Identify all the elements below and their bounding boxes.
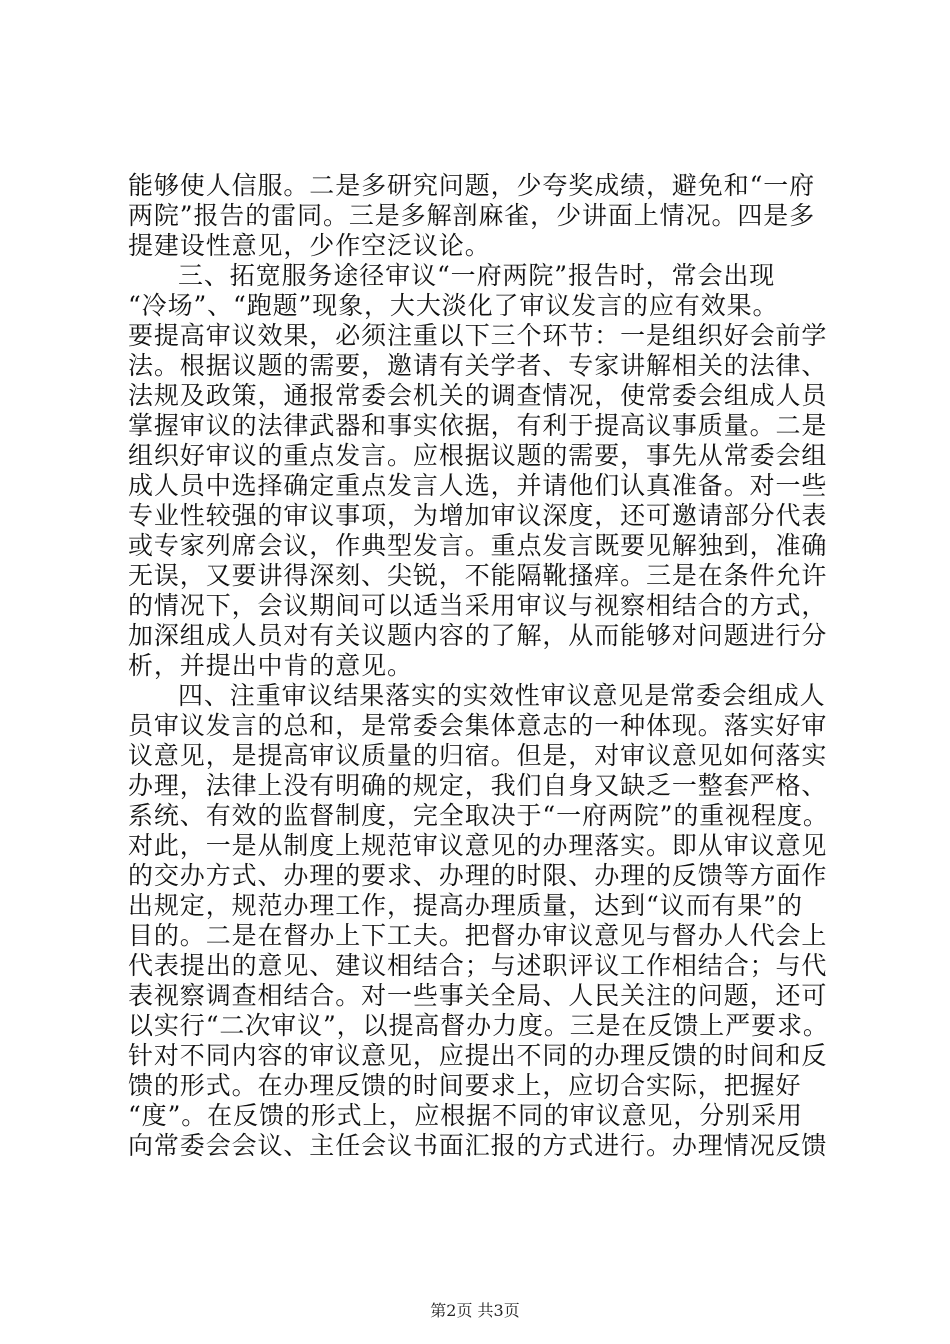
text-line: 的交办方式、办理的要求、办理的时限、办理的反馈等方面作	[128, 861, 828, 890]
text-line: “冷场”、“跑题”现象，大大淡化了审议发言的应有效果。	[128, 291, 779, 320]
text-line: 对此，一是从制度上规范审议意见的办理落实。即从审议意见	[128, 831, 828, 860]
text-line: 加深组成人员对有关议题内容的了解，从而能够对问题进行分	[128, 621, 828, 650]
text-line: 或专家列席会议，作典型发言。重点发言既要见解独到，准确	[128, 531, 828, 560]
text-line: 出规定，规范办理工作，提高办理质量，达到“议而有果”的	[128, 891, 803, 920]
text-line: 掌握审议的法律武器和事实依据，有利于提高议事质量。二是	[128, 411, 828, 440]
text-line: 表视察调查相结合。对一些事关全局、人民关注的问题，还可	[128, 981, 828, 1010]
text-line: 专业性较强的审议事项，为增加审议深度，还可邀请部分代表	[128, 501, 828, 530]
paragraph-3-start: 三、拓宽服务途径审议“一府两院”报告时，常会出现	[178, 261, 776, 290]
text-line: 以实行“二次审议”，以提高督办力度。三是在反馈上严要求。	[128, 1011, 829, 1040]
text-line: 系统、有效的监督制度，完全取决于“一府两院”的重视程度。	[128, 801, 829, 830]
text-line: 成人员中选择确定重点发言人选，并请他们认真准备。对一些	[128, 471, 828, 500]
text-line: 员审议发言的总和，是常委会集体意志的一种体现。落实好审	[128, 711, 828, 740]
text-line: 能够使人信服。二是多研究问题，少夸奖成绩，避免和“一府	[128, 171, 816, 200]
text-line: 办理，法律上没有明确的规定，我们自身又缺乏一整套严格、	[128, 771, 828, 800]
text-line: 两院”报告的雷同。三是多解剖麻雀，少讲面上情况。四是多	[128, 201, 816, 230]
body-text	[128, 171, 838, 1161]
text-line: 组织好审议的重点发言。应根据议题的需要，事先从常委会组	[128, 441, 828, 470]
text-line: 法。根据议题的需要，邀请有关学者、专家讲解相关的法律、	[128, 351, 828, 380]
text-line: 析，并提出中肯的意见。	[128, 651, 413, 680]
text-line: 代表提出的意见、建议相结合；与述职评议工作相结合；与代	[128, 951, 828, 980]
text-line: 的情况下，会议期间可以适当采用审议与视察相结合的方式，	[128, 591, 828, 620]
text-line: 提建设性意见，少作空泛议论。	[128, 231, 491, 260]
page-number: 第2页 共3页	[430, 1301, 520, 1320]
text-line: 目的。二是在督办上下工夫。把督办审议意见与督办人代会上	[128, 921, 828, 950]
text-line: 要提高审议效果，必须注重以下三个环节：一是组织好会前学	[128, 321, 828, 350]
text-line: 向常委会会议、主任会议书面汇报的方式进行。办理情况反馈	[128, 1131, 828, 1160]
text-line: 法规及政策，通报常委会机关的调查情况，使常委会组成人员	[128, 381, 828, 410]
text-line: 针对不同内容的审议意见，应提出不同的办理反馈的时间和反	[128, 1041, 828, 1070]
page-footer	[0, 1300, 950, 1322]
paragraph-4-start: 四、注重审议结果落实的实效性审议意见是常委会组成人	[178, 681, 826, 710]
text-line: 无误，又要讲得深刻、尖锐，不能隔靴搔痒。三是在条件允许	[128, 561, 828, 590]
text-line: 议意见，是提高审议质量的归宿。但是，对审议意见如何落实	[128, 741, 828, 770]
text-line: “度”。在反馈的形式上，应根据不同的审议意见，分别采用	[128, 1101, 803, 1130]
text-line: 馈的形式。在办理反馈的时间要求上，应切合实际，把握好	[128, 1071, 802, 1100]
